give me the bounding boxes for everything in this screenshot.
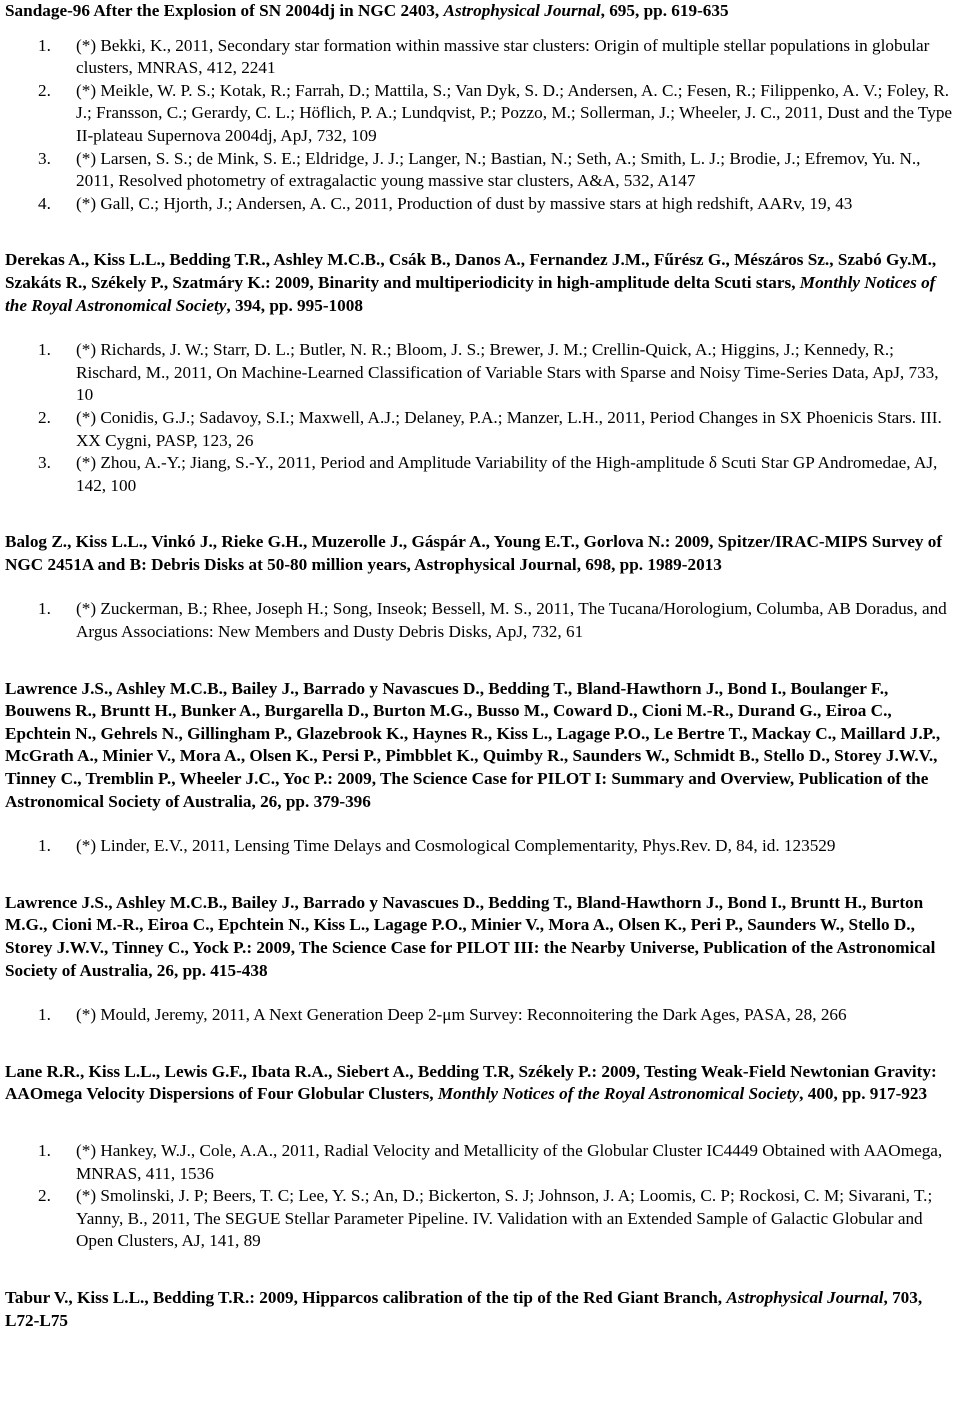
citation-item bbox=[5, 1185, 955, 1253]
journal-name: Monthly Notices of the Royal Astronomical Society bbox=[5, 272, 936, 315]
citation-number: 1. bbox=[38, 599, 51, 619]
publication-entry bbox=[5, 1287, 955, 1332]
publication-entry bbox=[5, 249, 955, 317]
citation-text: (*) Linder, E.V., 2011, Lensing Time Delays and Cosmological Complementarity, Phys.Rev. D, 84, id. 123529 bbox=[76, 836, 836, 856]
publication-head: Tabur V., Kiss L.L., Bedding T.R.: 2009, Hipparcos calibration of the tip of the Red Giant Branch, bbox=[5, 1287, 727, 1307]
citation-text: (*) Richards, J. W.; Starr, D. L.; Butler, N. R.; Bloom, J. S.; Brewer, J. M.; Crellin-Quick, A.; Higgins, J.; Kennedy, R.; Rischard, M., 2011, On Machine-Learned Classification of Variable Stars with Sparse and Noisy Time-Series Data, ApJ, 733, 10 bbox=[76, 340, 939, 405]
citation-item bbox=[5, 835, 955, 858]
citation-number: 2. bbox=[38, 407, 51, 427]
citation-number: 1. bbox=[38, 1140, 51, 1160]
citation-item bbox=[5, 407, 955, 452]
citation-number: 3. bbox=[38, 148, 51, 168]
publication-head: Lane R.R., Kiss L.L., Lewis G.F., Ibata R.A., Siebert A., Bedding T.R, Székely P.: 2009, Testing Weak-Field Newtonian Gravity: AAOmega Velocity Dispersions of Four Globular Clusters, bbox=[5, 1061, 937, 1104]
citation-number: 2. bbox=[38, 1186, 51, 1206]
citation-item bbox=[5, 452, 955, 497]
citation-number: 2. bbox=[38, 80, 51, 100]
journal-name: Astrophysical Journal bbox=[443, 1, 601, 20]
publication-entry bbox=[5, 1061, 955, 1106]
publication-entry bbox=[5, 0, 955, 23]
citation-item bbox=[5, 35, 955, 80]
citation-text: (*) Mould, Jeremy, 2011, A Next Generation Deep 2-μm Survey: Reconnoitering the Dark Ages, PASA, 28, 266 bbox=[76, 1005, 847, 1025]
journal-name: Monthly Notices of the Royal Astronomical Society bbox=[437, 1084, 800, 1104]
publication-entry bbox=[5, 531, 955, 576]
citation-text: (*) Larsen, S. S.; de Mink, S. E.; Eldridge, J. J.; Langer, N.; Bastian, N.; Seth, A.; Smith, L. J.; Brodie, J.; Efremov, Yu. N., 2011, Resolved photometry of extragalactic young massive star clusters, A&A, 532, A147 bbox=[76, 148, 921, 191]
citation-number: 3. bbox=[38, 453, 51, 473]
citation-list bbox=[5, 835, 955, 858]
citation-number: 4. bbox=[38, 193, 51, 213]
citation-text: (*) Bekki, K., 2011, Secondary star formation within massive star clusters: Origin of multiple stellar populations in globular clusters, MNRAS, 412, 2241 bbox=[76, 35, 930, 78]
citation-item bbox=[5, 1004, 955, 1027]
citation-item bbox=[5, 1140, 955, 1185]
publication-head: Lawrence J.S., Ashley M.C.B., Bailey J., Barrado y Navascues D., Bedding T., Bland-Hawthorn J., Bond I., Boulanger F., Bouwens R., Bruntt H., Bunker A., Burgarella D., Burton M.G., Busso M., Coward D., Cioni M.-R., Durand G., Eiroa C., Epchtein N., Gehrels N., Gillingham P., Glazebrook K., Haynes R., Kiss L., Lagage P.O., Le Bertre T., Mackay C., Maillard J.P., McGrath A., Minier V., Mora A., Olsen K., Persi P., Pimbblet K., Quimby R., Saunders W., Schmidt B., Stello D., Storey J.W.V., Tinney C., Tremblin P., Wheeler J.C., Yoc P.: 2009, The Science Case for PILOT I: Summary and Overview, Publication of the Astronomical Society of Australia, 26, pp. 379-396 bbox=[5, 678, 941, 811]
publication-tail: , 695, pp. 619-635 bbox=[600, 1, 729, 20]
citation-list bbox=[5, 1004, 955, 1027]
citation-item bbox=[5, 193, 955, 216]
citation-list bbox=[5, 598, 955, 643]
citation-number: 1. bbox=[38, 35, 51, 55]
citation-text: (*) Smolinski, J. P; Beers, T. C; Lee, Y. S.; An, D.; Bickerton, S. J; Johnson, J. A; Loomis, C. P; Rockosi, C. M; Sivarani, T.; Yanny, B., 2011, The SEGUE Stellar Parameter Pipeline. IV. Validation with an Extended Sample of Galactic Globular and Open Clusters, AJ, 141, 89 bbox=[76, 1186, 933, 1251]
citation-list bbox=[5, 1140, 955, 1253]
publication-tail: , 400, pp. 917-923 bbox=[799, 1084, 928, 1104]
publication-entry bbox=[5, 892, 955, 982]
citation-text: (*) Hankey, W.J., Cole, A.A., 2011, Radial Velocity and Metallicity of the Globular Cluster IC4449 Obtained with AAOmega, MNRAS, 411, 1536 bbox=[76, 1140, 943, 1183]
citation-item bbox=[5, 148, 955, 193]
publication-entry bbox=[5, 678, 955, 814]
citation-list bbox=[5, 339, 955, 497]
publication-head: Derekas A., Kiss L.L., Bedding T.R., Ashley M.C.B., Csák B., Danos A., Fernandez J.M., Fűrész G., Mészáros Sz., Szabó Gy.M., Szakáts R., Székely P., Szatmáry K.: 2009, Binarity and multiperiodicity in high-amplitude delta Scuti stars, bbox=[5, 250, 937, 292]
citation-text: (*) Meikle, W. P. S.; Kotak, R.; Farrah, D.; Mattila, S.; Van Dyk, S. D.; Andersen, A. C.; Fesen, R.; Filippenko, A. V.; Foley, R. J.; Fransson, C.; Gerardy, C. L.; Höflich, P. A.; Lundqvist, P.; Pozzo, M.; Sollerman, J.; Wheeler, J. C., 2011, Dust and the Type II-plateau Supernova 2004dj, ApJ, 732, 109 bbox=[76, 80, 953, 145]
citation-text: (*) Zuckerman, B.; Rhee, Joseph H.; Song, Inseok; Bessell, M. S., 2011, The Tucana/Horologium, Columba, AB Doradus, and Argus Associations: New Members and Dusty Debris Disks, ApJ, 732, 61 bbox=[76, 599, 947, 642]
publication-head: Lawrence J.S., Ashley M.C.B., Bailey J., Barrado y Navascues D., Bedding T., Bland-Hawthorn J., Bond I., Bruntt H., Burton M.G., Cioni M.-R., Eiroa C., Epchtein N., Kiss L., Lagage P.O., Minier V., Mora A., Olsen K., Peri P., Saunders W., Stello D., Storey J.W.V., Tinney C., Yock P.: 2009, The Science Case for PILOT III: the Nearby Universe, Publication of the Astronomical Society of Australia, 26, pp. 415-438 bbox=[5, 892, 936, 980]
citation-number: 1. bbox=[38, 836, 51, 856]
citation-item bbox=[5, 80, 955, 148]
citation-text: (*) Conidis, G.J.; Sadavoy, S.I.; Maxwell, A.J.; Delaney, P.A.; Manzer, L.H., 2011, Period Changes in SX Phoenicis Stars. III. XX Cygni, PASP, 123, 26 bbox=[76, 407, 942, 450]
citation-item bbox=[5, 339, 955, 407]
publication-tail: , 703, L72-L75 bbox=[5, 1287, 923, 1330]
publication-head: Sandage-96 After the Explosion of SN 2004dj in NGC 2403, bbox=[5, 1, 444, 20]
citation-item bbox=[5, 598, 955, 643]
publication-tail: , 394, pp. 995-1008 bbox=[226, 295, 363, 315]
citation-text: (*) Gall, C.; Hjorth, J.; Andersen, A. C., 2011, Production of dust by massive stars at high redshift, AARv, 19, 43 bbox=[76, 193, 853, 213]
publication-head: Balog Z., Kiss L.L., Vinkó J., Rieke G.H., Muzerolle J., Gáspár A., Young E.T., Gorlova N.: 2009, Spitzer/IRAC-MIPS Survey of NGC 2451A and B: Debris Disks at 50-80 million years, Astrophysical Journal, 698, pp. 1989-2013 bbox=[5, 532, 943, 574]
citation-number: 1. bbox=[38, 1005, 51, 1025]
citation-list bbox=[5, 35, 955, 216]
journal-name: Astrophysical Journal bbox=[726, 1287, 884, 1307]
citation-text: (*) Zhou, A.-Y.; Jiang, S.-Y., 2011, Period and Amplitude Variability of the High-amplitude δ Scuti Star GP Andromedae, AJ, 142, 100 bbox=[76, 453, 938, 495]
citation-number: 1. bbox=[38, 340, 51, 360]
